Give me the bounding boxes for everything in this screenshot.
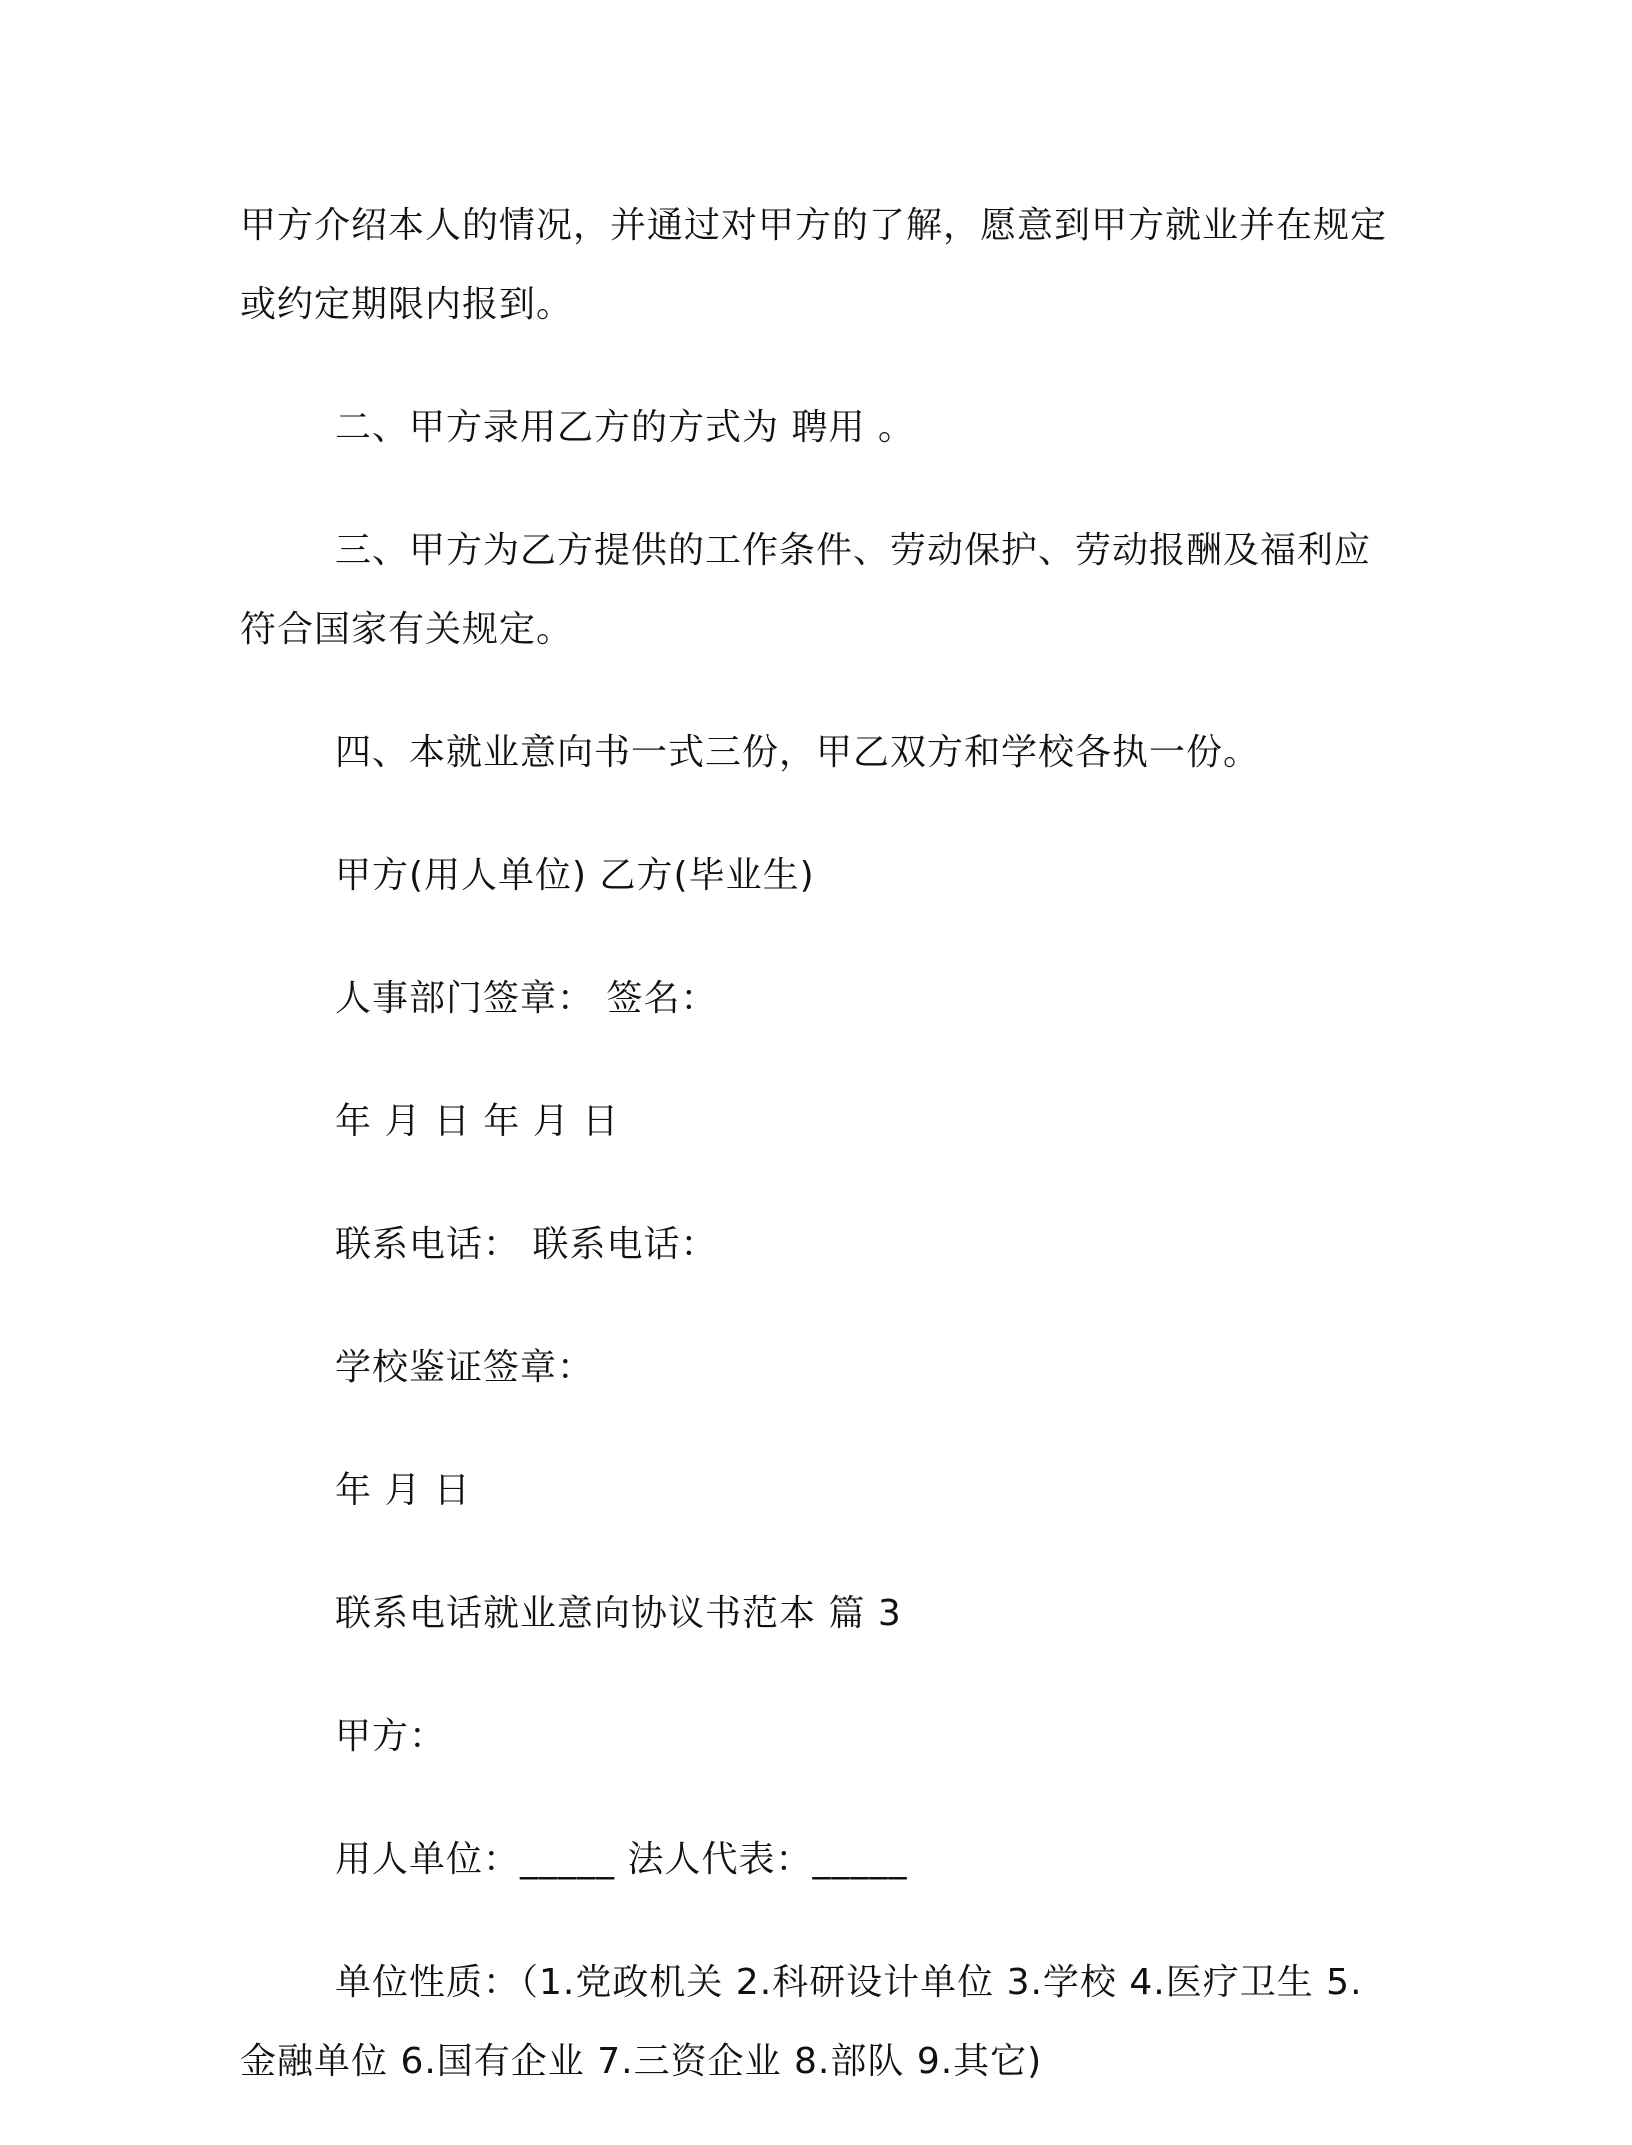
school-seal-line: 学校鉴证签章：	[335, 1347, 595, 1388]
section-title: 联系电话就业意向协议书范本 篇 3	[335, 1593, 902, 1634]
employer-type-line: 单位性质：（1.党政机关 2.科研设计单位 3.学校 4.医疗卫生 5.金融单位 6.国有企业 7.三资企业 8.部队 9.其它)	[240, 1962, 1363, 2082]
paragraph-clause-2: 二、甲方录用乙方的方式为 聘用 。	[335, 407, 915, 448]
document-body	[240, 186, 1390, 2145]
signature-seal-line: 人事部门签章： 签名：	[335, 978, 718, 1019]
signature-parties-line: 甲方(用人单位) 乙方(毕业生)	[335, 855, 815, 896]
paragraph-clause-4: 四、本就业意向书一式三份，甲乙双方和学校各执一份。	[335, 732, 1261, 773]
paragraph-intro-continuation: 甲方介绍本人的情况，并通过对甲方的了解，愿意到甲方就业并在规定或约定期限内报到。	[240, 205, 1388, 325]
paragraph-clause-3: 三、甲方为乙方提供的工作条件、劳动保护、劳动报酬及福利应符合国家有关规定。	[240, 530, 1372, 650]
contact-phone-line: 联系电话： 联系电话：	[335, 1224, 718, 1265]
party-a-label: 甲方：	[335, 1716, 447, 1757]
school-date-line: 年 月 日	[335, 1470, 471, 1511]
signature-date-line: 年 月 日 年 月 日	[335, 1101, 620, 1142]
employer-representative-line: 用人单位：_____ 法人代表：_____	[335, 1839, 908, 1880]
